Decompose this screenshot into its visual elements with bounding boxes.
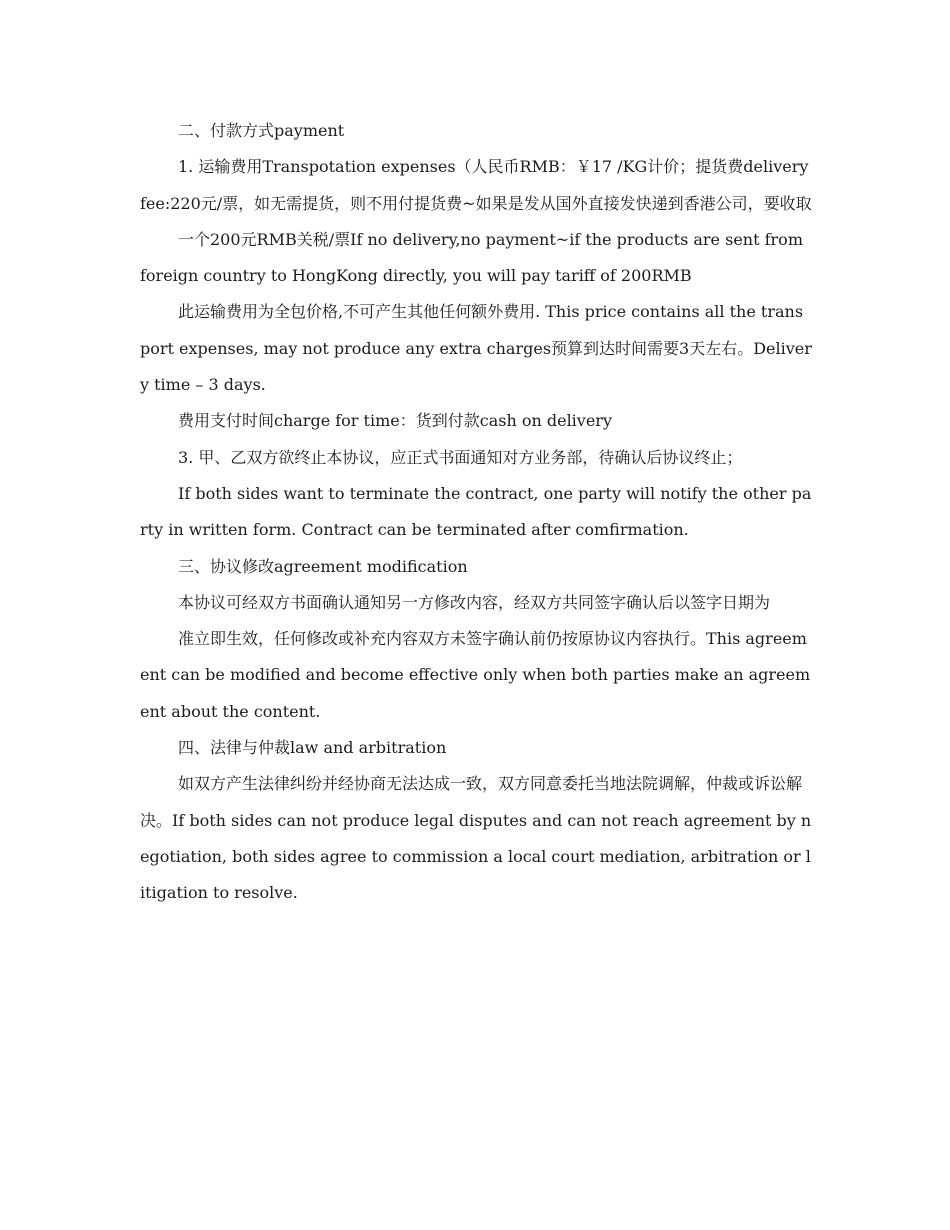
- paragraph-termination-cn: 3. 甲、乙双方欲终止本协议，应正式书面通知对方业务部，待确认后协议终止；: [178, 447, 743, 467]
- paragraph-modification-1: 本协议可经双方书面确认通知另一方修改内容，经双方共同签字确认后以签字日期为: [178, 592, 771, 612]
- section-heading-payment: 二、付款方式payment: [178, 121, 345, 140]
- paragraph-all-inclusive-price: 此运输费用为全包价格,不可产生其他任何额外费用. This price contains all the transport expenses, may not produce any extra charges预算到达时间需要3天左右。Delivery time – 3 days.: [140, 302, 812, 395]
- paragraph-payment-time: 费用支付时间charge for time：货到付款cash on delivery: [178, 411, 612, 431]
- paragraph-tariff: 一个200元RMB关税/票If no delivery,no payment~if the products are sent from foreign country to HongKong directly, you will pay tariff of 200RMB: [140, 229, 803, 286]
- document-body: [140, 113, 812, 912]
- paragraph-termination-en: If both sides want to terminate the contract, one party will notify the other party in written form. Contract can be terminated after comfirmation.: [140, 483, 812, 540]
- section-heading-modification: 三、协议修改agreement modification: [178, 556, 468, 576]
- paragraph-modification-2: 准立即生效，任何修改或补充内容双方未签字确认前仍按原协议内容执行。This agreement can be modified and become effective only when both parties make an agreement about the content.: [140, 629, 811, 721]
- section-heading-law: 四、法律与仲裁law and arbitration: [178, 738, 447, 758]
- paragraph-arbitration: 如双方产生法律纠纷并经协商无法达成一致，双方同意委托当地法院调解，仲裁或诉讼解决。If both sides can not produce legal disputes and can not reach agreement by negotiation, both sides agree to commission a local court mediation, arbitration or litigation to resolve.: [140, 774, 812, 903]
- paragraph-transport-expenses: 1. 运输费用Transpotation expenses（人民币RMB：￥17 /KG计价；提货费delivery fee:220元/票，如无需提货，则不用付提货费~如果是发从国外直接发快递到香港公司，要收取: [140, 157, 812, 213]
